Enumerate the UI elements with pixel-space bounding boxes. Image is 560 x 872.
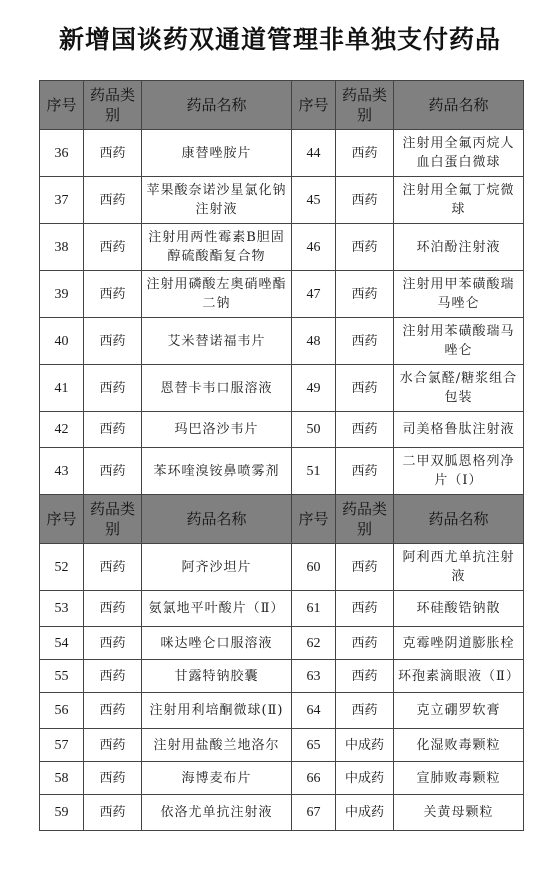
cell-name: 二甲双胍恩格列净片（Ⅰ） [394,448,524,495]
cell-name: 注射用苯磺酸瑞马唑仑 [394,318,524,365]
header-seq: 序号 [292,495,336,544]
table-row [40,591,524,627]
table-header-row [40,495,524,544]
cell-category: 西药 [336,660,394,693]
cell-seq: 39 [40,271,84,318]
cell-name: 环硅酸锆钠散 [394,591,524,627]
cell-category: 西药 [84,177,142,224]
cell-category: 西药 [336,627,394,660]
header-category: 药品类别 [84,81,142,130]
cell-category: 西药 [84,762,142,795]
cell-seq: 47 [292,271,336,318]
cell-category: 西药 [84,448,142,495]
cell-name: 玛巴洛沙韦片 [142,412,292,448]
header-seq: 序号 [292,81,336,130]
cell-name: 康替唑胺片 [142,130,292,177]
cell-category: 西药 [336,591,394,627]
cell-seq: 56 [40,693,84,729]
cell-category: 西药 [336,271,394,318]
cell-seq: 67 [292,795,336,831]
cell-seq: 65 [292,729,336,762]
cell-category: 西药 [84,130,142,177]
drug-table [39,80,524,831]
cell-name: 甘露特钠胶囊 [142,660,292,693]
cell-seq: 38 [40,224,84,271]
cell-category: 西药 [84,365,142,412]
cell-name: 关黄母颗粒 [394,795,524,831]
cell-seq: 64 [292,693,336,729]
table-row [40,412,524,448]
cell-seq: 59 [40,795,84,831]
cell-category: 西药 [336,544,394,591]
cell-seq: 44 [292,130,336,177]
cell-seq: 46 [292,224,336,271]
table-row [40,177,524,224]
cell-name: 阿齐沙坦片 [142,544,292,591]
cell-seq: 41 [40,365,84,412]
cell-name: 注射用全氟丙烷人血白蛋白微球 [394,130,524,177]
cell-category: 西药 [84,224,142,271]
cell-seq: 57 [40,729,84,762]
cell-category: 西药 [336,177,394,224]
header-seq: 序号 [40,495,84,544]
cell-seq: 66 [292,762,336,795]
cell-name: 水合氯醛/糖浆组合包装 [394,365,524,412]
cell-name: 咪达唑仑口服溶液 [142,627,292,660]
cell-name: 注射用利培酮微球(Ⅱ) [142,693,292,729]
cell-name: 克霉唑阴道膨胀栓 [394,627,524,660]
cell-seq: 50 [292,412,336,448]
cell-seq: 60 [292,544,336,591]
cell-name: 司美格鲁肽注射液 [394,412,524,448]
cell-seq: 51 [292,448,336,495]
cell-category: 西药 [84,693,142,729]
cell-seq: 45 [292,177,336,224]
cell-name: 注射用全氟丁烷微球 [394,177,524,224]
cell-seq: 42 [40,412,84,448]
page-title: 新增国谈药双通道管理非单独支付药品 [58,25,501,54]
table-row [40,693,524,729]
cell-name: 环泊酚注射液 [394,224,524,271]
header-category: 药品类别 [336,495,394,544]
cell-category: 中成药 [336,762,394,795]
cell-name: 克立硼罗软膏 [394,693,524,729]
cell-category: 中成药 [336,795,394,831]
cell-category: 西药 [336,693,394,729]
cell-category: 西药 [84,660,142,693]
cell-category: 西药 [84,544,142,591]
cell-seq: 48 [292,318,336,365]
cell-seq: 62 [292,627,336,660]
cell-seq: 58 [40,762,84,795]
cell-name: 苹果酸奈诺沙星氯化钠注射液 [142,177,292,224]
cell-category: 西药 [84,318,142,365]
table-row [40,762,524,795]
cell-category: 西药 [336,448,394,495]
cell-name: 注射用磷酸左奥硝唑酯二钠 [142,271,292,318]
cell-category: 西药 [84,627,142,660]
header-category: 药品类别 [336,81,394,130]
cell-name: 氨氯地平叶酸片（Ⅱ） [142,591,292,627]
table-row [40,448,524,495]
table-row [40,544,524,591]
cell-name: 环孢素滴眼液（Ⅱ） [394,660,524,693]
cell-seq: 52 [40,544,84,591]
cell-category: 西药 [336,365,394,412]
cell-name: 注射用盐酸兰地洛尔 [142,729,292,762]
cell-name: 注射用甲苯磺酸瑞马唑仑 [394,271,524,318]
header-seq: 序号 [40,81,84,130]
table-header-row [40,81,524,130]
cell-category: 西药 [84,729,142,762]
cell-seq: 43 [40,448,84,495]
cell-name: 恩替卡韦口服溶液 [142,365,292,412]
cell-seq: 63 [292,660,336,693]
cell-seq: 49 [292,365,336,412]
cell-seq: 36 [40,130,84,177]
cell-seq: 53 [40,591,84,627]
cell-category: 西药 [336,130,394,177]
cell-seq: 37 [40,177,84,224]
cell-name: 化湿败毒颗粒 [394,729,524,762]
table-row [40,365,524,412]
cell-category: 西药 [336,318,394,365]
header-name: 药品名称 [394,495,524,544]
cell-name: 艾米替诺福韦片 [142,318,292,365]
cell-name: 注射用两性霉素B胆固醇硫酸酯复合物 [142,224,292,271]
cell-category: 西药 [336,224,394,271]
cell-seq: 54 [40,627,84,660]
table-row [40,660,524,693]
cell-category: 西药 [336,412,394,448]
cell-category: 西药 [84,591,142,627]
table-row [40,795,524,831]
cell-name: 苯环喹溴铵鼻喷雾剂 [142,448,292,495]
cell-name: 宣肺败毒颗粒 [394,762,524,795]
table-row [40,224,524,271]
table-row [40,729,524,762]
table-row [40,627,524,660]
cell-name: 依洛尤单抗注射液 [142,795,292,831]
cell-category: 西药 [84,271,142,318]
cell-seq: 55 [40,660,84,693]
header-name: 药品名称 [394,81,524,130]
header-category: 药品类别 [84,495,142,544]
cell-seq: 40 [40,318,84,365]
header-name: 药品名称 [142,81,292,130]
cell-category: 中成药 [336,729,394,762]
table-row [40,130,524,177]
cell-name: 海博麦布片 [142,762,292,795]
cell-seq: 61 [292,591,336,627]
table-row [40,271,524,318]
cell-category: 西药 [84,412,142,448]
header-name: 药品名称 [142,495,292,544]
cell-category: 西药 [84,795,142,831]
table-row [40,318,524,365]
cell-name: 阿利西尤单抗注射液 [394,544,524,591]
